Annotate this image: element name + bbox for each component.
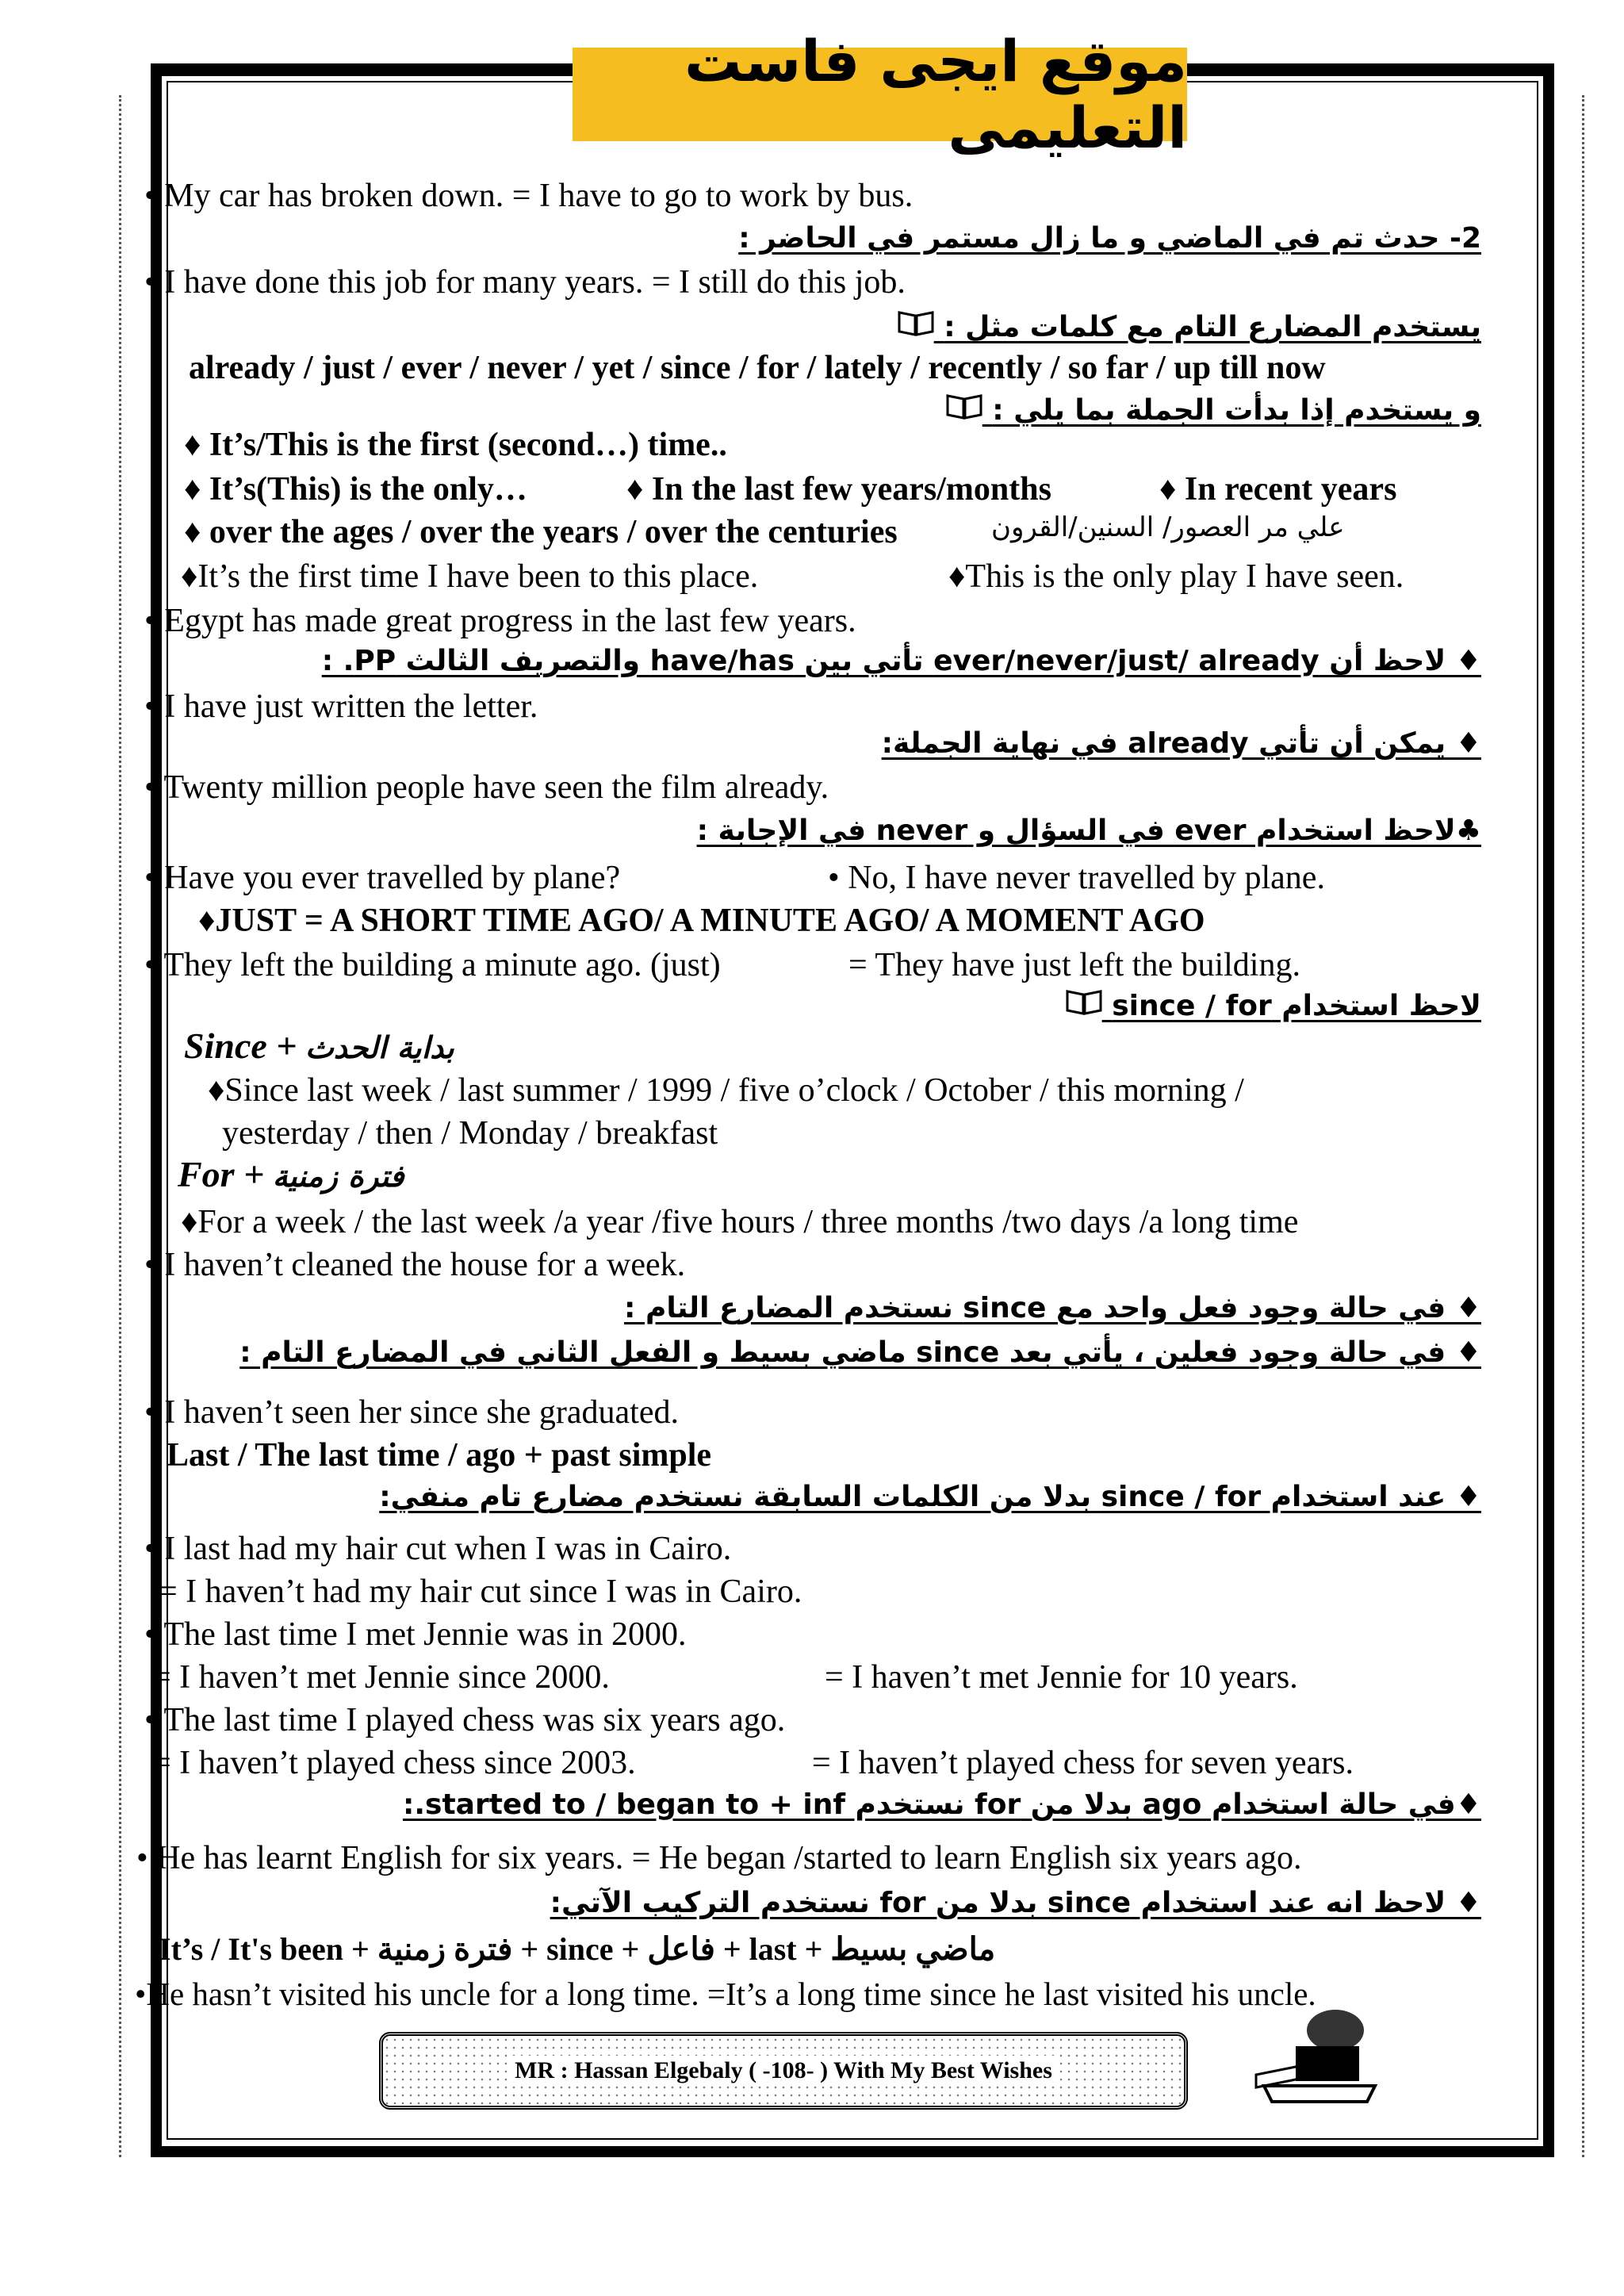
phrase-item: ♦ It’s(This) is the only…	[184, 471, 527, 508]
example-line: • Have you ever travelled by plane?	[144, 860, 621, 896]
example-line: • The last time I met Jennie was in 2000.	[144, 1616, 687, 1653]
example-line: • No, I have never travelled by plane.	[828, 860, 1325, 896]
page-frame-inner	[167, 81, 1538, 2140]
arabic-rule-heading: ♦ في حالة وجود فعل واحد مع since نستخدم المضارع التام :	[624, 1292, 1481, 1324]
for-heading: For + فترة زمنية	[178, 1154, 404, 1194]
example-line: = I haven’t had my hair cut since I was in Cairo.	[159, 1573, 802, 1610]
arabic-rule-heading: ♦ في حالة وجود فعلين ، يأتي بعد since ماضي بسيط و الفعل الثاني في المضارع التام :	[239, 1336, 1481, 1369]
example-line: = They have just left the building.	[848, 947, 1300, 983]
example-line: • I last had my hair cut when I was in Cairo.	[144, 1531, 732, 1567]
structure-formula: It’s / It's been + فترة زمنية + since + فاعل + last + ماضي بسيط	[159, 1931, 996, 1967]
rule-line: ♦JUST = A SHORT TIME AGO/ A MINUTE AGO/ A MOMENT AGO	[198, 903, 1205, 939]
example-line: • They left the building a minute ago. (just)	[144, 947, 721, 983]
arabic-rule-heading: و يستخدم إذا بدأت الجملة بما يلي :	[946, 393, 1481, 425]
footer-text: MR : Hassan Elgebaly ( -108- ) With My Best Wishes	[507, 2056, 1060, 2086]
example-line: ♦This is the only play I have seen.	[948, 558, 1404, 595]
example-line: • He has learnt English for six years. = He began /started to learn English six years ago.	[136, 1840, 1302, 1876]
arabic-rule-heading: ♦ لاحظ أن ever/never/just/ already تأتي بين have/has والتصريف الثالث PP. :	[321, 645, 1481, 677]
arabic-translation: علي مر العصور/ السنين/القرون	[991, 512, 1345, 543]
rule-line: Last / The last time / ago + past simple	[167, 1437, 712, 1474]
arabic-rule-heading: ♦في حالة استخدام ago بدلا من for نستخدم started to / began to + inf.:	[402, 1788, 1481, 1821]
example-line: • I haven’t seen her since she graduated.	[144, 1394, 679, 1431]
example-line: = I haven’t played chess for seven years.	[812, 1745, 1354, 1781]
arabic-rule-heading: 2- حدث تم في الماضي و ما زال مستمر في الحاضر :	[738, 222, 1481, 255]
book-icon	[1066, 988, 1102, 1015]
example-line: • I have done this job for many years. = I still do this job.	[144, 264, 906, 301]
phrase-item: ♦ In recent years	[1159, 471, 1397, 508]
phrase-item: ♦ It’s/This is the first (second…) time..	[184, 427, 727, 463]
example-line: • I haven’t cleaned the house for a week.	[144, 1247, 686, 1283]
keyword-list: already / just / ever / never / yet / since / for / lately / recently / so far / up till now	[189, 350, 1326, 386]
since-heading: Since + بداية الحدث	[184, 1025, 454, 1066]
example-line: = I haven’t met Jennie since 2000.	[152, 1659, 610, 1696]
example-line: = I haven’t met Jennie for 10 years.	[825, 1659, 1298, 1696]
site-title: موقع ايجى فاست التعليمى	[684, 28, 1187, 161]
example-line: = I haven’t played chess since 2003.	[152, 1745, 636, 1781]
for-examples: ♦For a week / the last week /a year /five hours / three months /two days /a long time	[181, 1204, 1299, 1240]
example-line: • My car has broken down. = I have to go to work by bus.	[144, 178, 914, 214]
since-examples: ♦Since last week / last summer / 1999 / five o’clock / October / this morning /	[208, 1072, 1244, 1109]
arabic-rule-heading: ♣لاحظ استخدام ever في السؤال و never في الإجابة :	[696, 815, 1481, 847]
arabic-rule-heading: ♦ لاحظ انه عند استخدام since بدلا من for نستخدم التركيب الآتي:	[550, 1887, 1481, 1919]
footer-credit	[379, 2032, 1188, 2110]
phrase-item: ♦ over the ages / over the years / over the centuries	[184, 514, 898, 550]
arabic-rule-heading: يستخدم المضارع التام مع كلمات مثل :	[898, 309, 1481, 342]
since-examples: yesterday / then / Monday / breakfast	[222, 1115, 718, 1152]
example-line: • I have just written the letter.	[144, 688, 538, 725]
example-line: • Twenty million people have seen the film already.	[144, 769, 829, 806]
example-line: •He hasn’t visited his uncle for a long time. =It’s a long time since he last visited his uncle.	[135, 1976, 1316, 2012]
left-dotted-border	[119, 95, 128, 2157]
arabic-rule-heading: ♦ يمكن أن تأتي already في نهاية الجملة:	[881, 727, 1481, 760]
book-icon	[946, 393, 982, 420]
arabic-rule-heading: ♦ عند استخدام since / for بدلا من الكلمات السابقة نستخدم مضارع تام منفي:	[379, 1481, 1481, 1513]
arabic-rule-heading: لاحظ استخدام since / for	[1066, 988, 1481, 1021]
example-line: • The last time I played chess was six years ago.	[144, 1702, 786, 1738]
phrase-item: ♦ In the last few years/months	[626, 471, 1051, 508]
example-line: ♦It’s the first time I have been to this place.	[181, 558, 759, 595]
book-icon	[898, 309, 934, 336]
right-dotted-border	[1582, 95, 1591, 2157]
desk-illustration-icon	[1248, 1999, 1391, 2110]
example-line: • Egypt has made great progress in the last few years.	[144, 603, 856, 639]
site-title-banner	[573, 28, 1187, 161]
